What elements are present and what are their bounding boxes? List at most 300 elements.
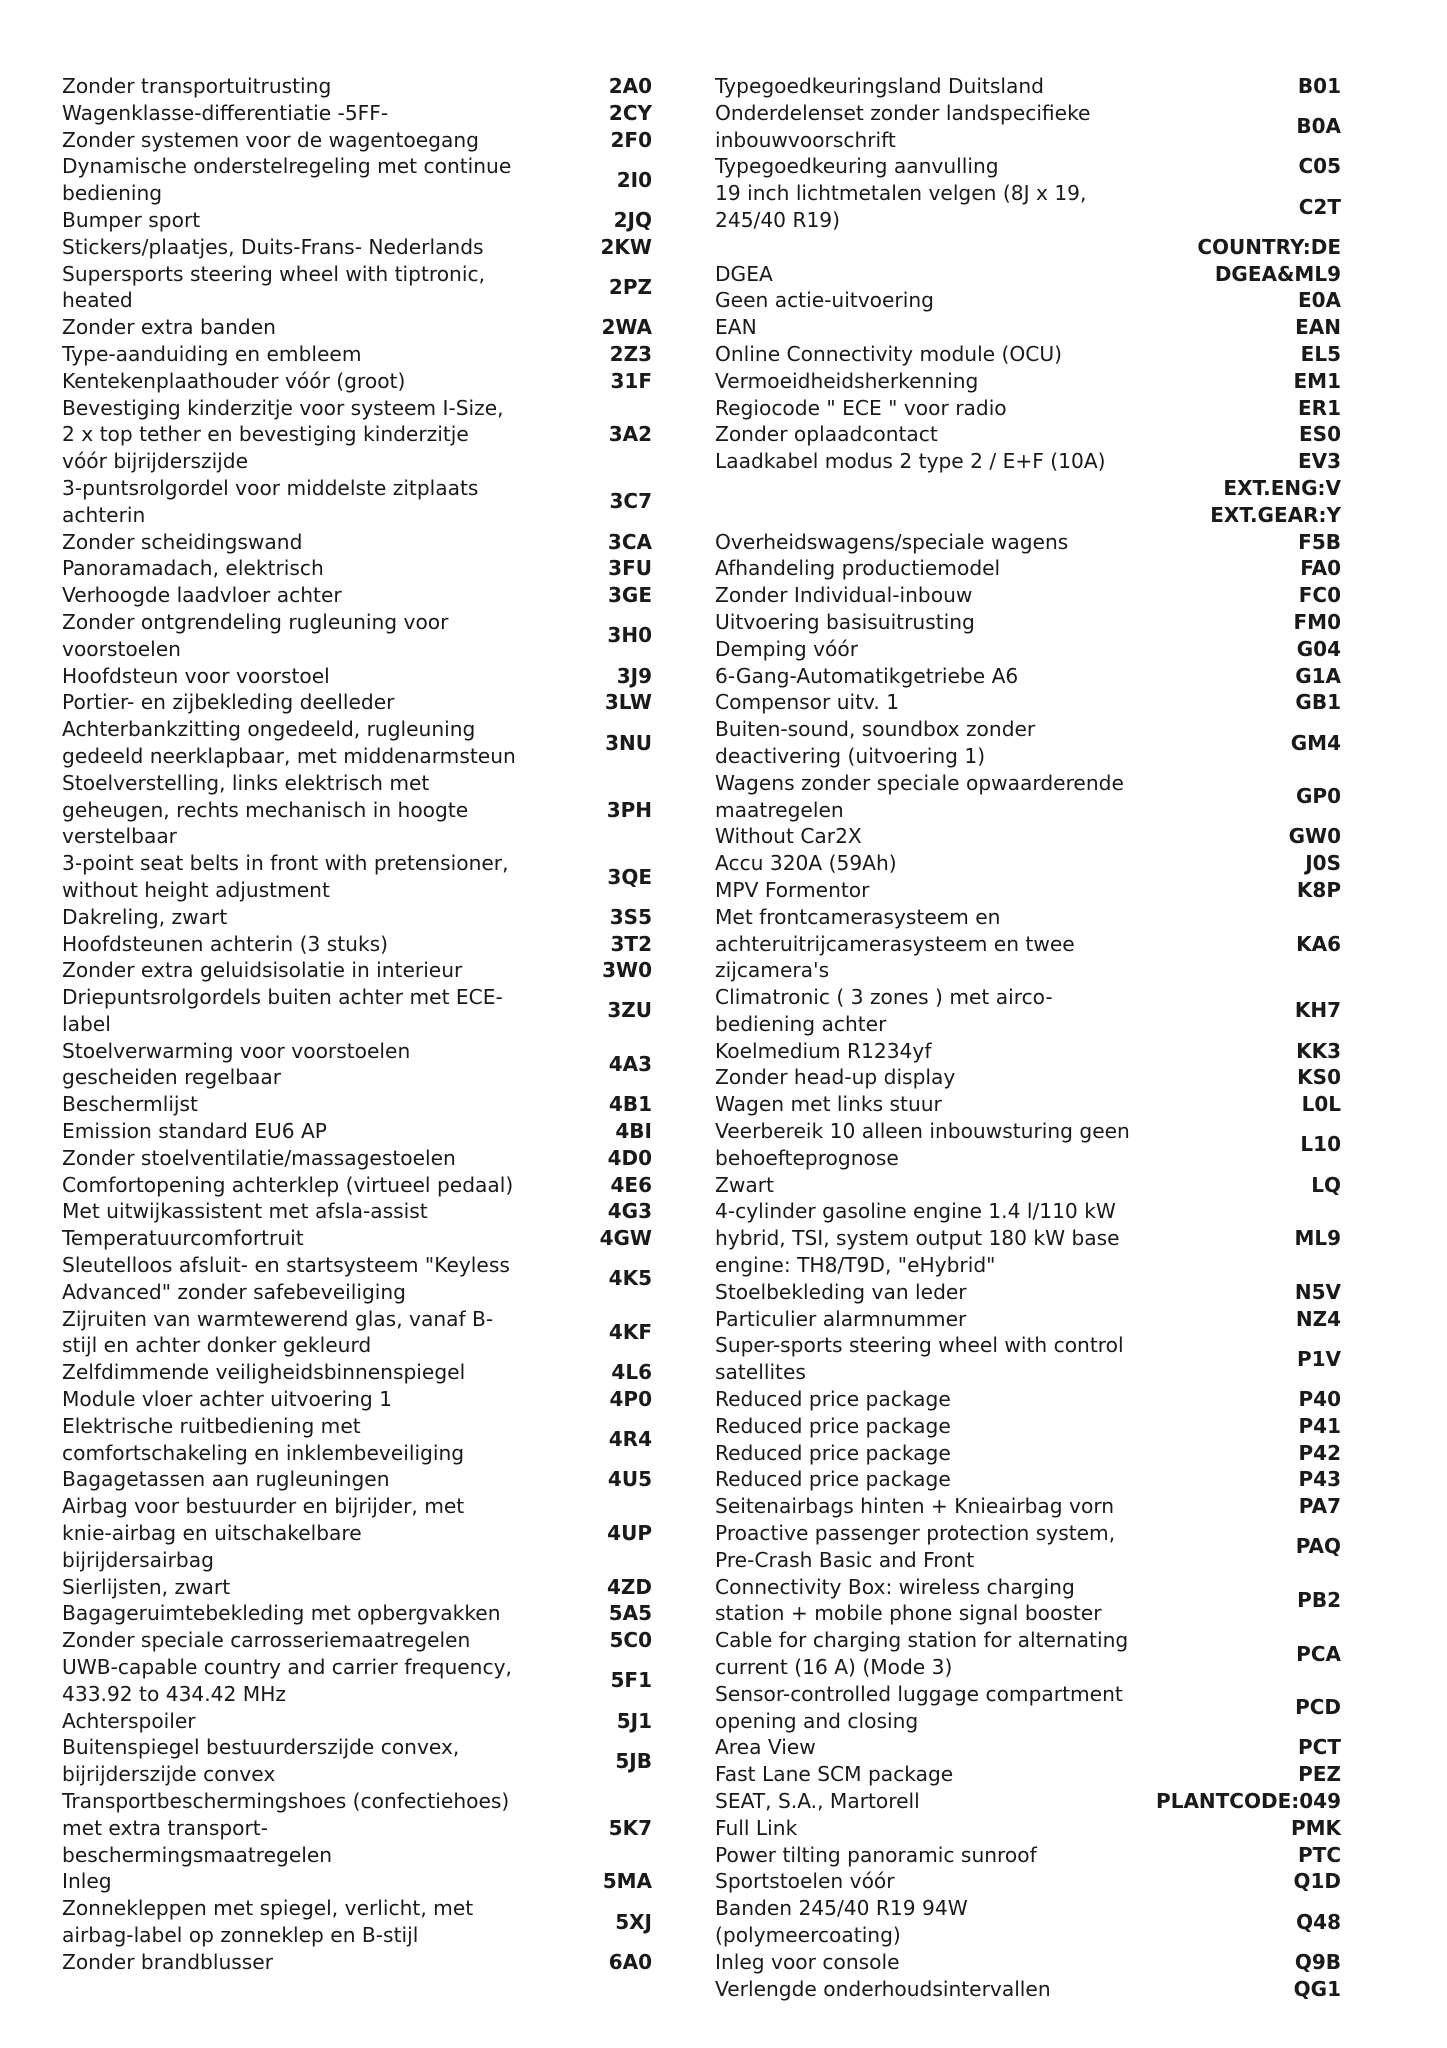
option-description: Koelmedium R1234yf [715, 1038, 932, 1063]
option-code: Q48 [1296, 1909, 1341, 1934]
option-code: 3LW [604, 690, 652, 715]
option-row [715, 180, 1341, 234]
option-code: 2A0 [608, 74, 652, 98]
option-code: G04 [1296, 636, 1341, 661]
option-code: 4BI [615, 1119, 652, 1144]
option-row [62, 1225, 690, 1252]
option-description: Stoelbekleding van leder [715, 1279, 967, 1304]
option-code: 5C0 [609, 1628, 652, 1653]
option-description: Elektrische ruitbediening met comfortschakeling en inklembeveiliging [62, 1413, 465, 1465]
option-row [715, 636, 1341, 663]
option-row [715, 1440, 1341, 1467]
option-row [715, 1413, 1341, 1440]
option-code: FM0 [1293, 609, 1341, 634]
option-row [62, 1466, 690, 1493]
option-code: GW0 [1288, 824, 1341, 849]
option-description: Bevestiging kinderzitje voor systeem I-Size, 2 x top tether en bevestiging kinderzitje vóór bijrijderszijde [62, 395, 504, 474]
option-code: P42 [1298, 1440, 1341, 1465]
option-row [62, 1493, 690, 1573]
option-row [62, 716, 690, 770]
option-code: 3C7 [609, 489, 652, 514]
option-row [62, 1627, 690, 1654]
option-code: 31F [610, 368, 652, 393]
option-code: P41 [1298, 1413, 1341, 1438]
option-row [62, 1413, 690, 1467]
option-code: 4K5 [608, 1266, 652, 1291]
option-description: Zonder oplaadcontact [715, 422, 938, 447]
option-description: Proactive passenger protection system, Pre-Crash Basic and Front [715, 1521, 1116, 1572]
option-row [62, 234, 690, 261]
option-description: Reduced price package [715, 1467, 951, 1492]
option-code: ML9 [1294, 1226, 1341, 1251]
option-description: Wagen met links stuur [715, 1092, 942, 1117]
option-description: Hoofdsteun voor voorstoel [62, 663, 330, 688]
option-description: Laadkabel modus 2 type 2 / E+F (10A) [715, 449, 1106, 474]
option-code: 4B1 [608, 1092, 652, 1117]
option-code: EXT.ENG:V [1223, 475, 1341, 500]
option-description: Emission standard EU6 AP [62, 1119, 327, 1144]
option-row [62, 1091, 690, 1118]
option-code: GM4 [1290, 730, 1341, 755]
option-row [62, 475, 690, 529]
option-row [715, 1064, 1341, 1091]
option-description: Sierlijsten, zwart [62, 1574, 231, 1599]
option-description: Sportstoelen vóór [715, 1869, 895, 1894]
option-row [715, 823, 1341, 850]
option-code: 3CA [607, 529, 652, 554]
option-description: Transportbeschermingshoes (confectiehoes) met extra transport- beschermingsmaatregelen [62, 1789, 510, 1867]
option-description: Bagagetassen aan rugleuningen [62, 1467, 390, 1492]
option-description: SEAT, S.A., Martorell [715, 1789, 920, 1813]
option-code: EAN [1295, 315, 1341, 340]
option-row [715, 287, 1341, 314]
option-row [715, 502, 1341, 529]
option-description: Beschermlijst [62, 1092, 198, 1117]
option-row [62, 1172, 690, 1199]
option-row [715, 1466, 1341, 1493]
option-row [715, 1788, 1341, 1815]
option-description: Verlengde onderhoudsintervallen [715, 1976, 1051, 2001]
option-row [62, 261, 690, 315]
option-row [715, 1627, 1341, 1681]
option-row [715, 100, 1341, 154]
option-code: Q9B [1294, 1949, 1341, 1974]
option-row [62, 529, 690, 556]
option-row [62, 314, 690, 341]
option-row [715, 555, 1341, 582]
option-code: PMK [1290, 1815, 1341, 1840]
option-description: Full Link [715, 1815, 798, 1840]
option-row [62, 1868, 690, 1895]
option-code: KK3 [1296, 1038, 1341, 1063]
option-description: Uitvoering basisuitrusting [715, 609, 975, 634]
option-description: Seitenairbags hinten + Knieairbag vorn [715, 1494, 1115, 1519]
option-row [62, 850, 690, 904]
option-code: DGEA&ML9 [1214, 261, 1341, 286]
option-code: N5V [1294, 1279, 1341, 1304]
option-code: GB1 [1295, 690, 1341, 715]
option-row [715, 609, 1341, 636]
option-row [62, 1118, 690, 1145]
option-row [715, 1306, 1341, 1333]
option-description: Bagageruimtebekleding met opbergvakken [62, 1601, 501, 1626]
option-code: 3NU [605, 730, 652, 755]
option-row [715, 770, 1341, 824]
option-description: Super-sports steering wheel with control satellites [715, 1333, 1124, 1385]
option-code: PLANTCODE:049 [1156, 1789, 1341, 1813]
option-row [62, 153, 690, 207]
option-code: PEZ [1298, 1762, 1341, 1787]
option-description: Portier- en zijbekleding deelleder [62, 690, 395, 715]
option-description: Connectivity Box: wireless charging station + mobile phone signal booster [715, 1574, 1102, 1626]
right-options-column [715, 73, 1341, 2002]
option-code: 3GE [608, 583, 652, 608]
option-code: C05 [1298, 154, 1341, 179]
option-code: 5JB [615, 1748, 652, 1773]
option-row [715, 904, 1341, 984]
option-description: Vermoeidheidsherkenning [715, 368, 979, 393]
option-row [715, 1118, 1341, 1172]
option-row [62, 1386, 690, 1413]
option-code: Q1D [1293, 1869, 1341, 1894]
option-description: Fast Lane SCM package [715, 1762, 954, 1787]
option-description: Sensor-controlled luggage compartment opening and closing [715, 1681, 1123, 1733]
option-description: Reduced price package [715, 1413, 951, 1438]
option-code: 2Z3 [609, 341, 652, 366]
option-code: 5MA [602, 1869, 652, 1894]
option-row [715, 475, 1341, 502]
option-code: 4E6 [610, 1172, 652, 1197]
option-code: 3H0 [607, 623, 652, 648]
option-description: Airbag voor bestuurder en bijrijder, met knie-airbag en uitschakelbare bijrijdersairbag [62, 1494, 465, 1572]
option-row [62, 931, 690, 958]
option-code: 5F1 [610, 1668, 652, 1693]
option-code: G1A [1295, 663, 1341, 688]
option-description: Zonder systemen voor de wagentoegang [62, 127, 479, 152]
option-description: Onderdelenset zonder landspecifieke inbouwvoorschrift [715, 100, 1091, 152]
option-row [62, 984, 690, 1038]
option-code: 2F0 [610, 127, 652, 152]
option-description: Geen actie-uitvoering [715, 288, 934, 313]
option-code: P43 [1298, 1467, 1341, 1492]
option-row [62, 1359, 690, 1386]
option-description: Verhoogde laadvloer achter [62, 583, 342, 608]
option-description: Hoofdsteunen achterin (3 stuks) [62, 931, 389, 956]
option-code: 4ZD [606, 1574, 652, 1599]
option-row [715, 368, 1341, 395]
option-code: COUNTRY:DE [1197, 234, 1341, 259]
option-description: Dakreling, zwart [62, 904, 228, 929]
option-code: 4U5 [607, 1467, 652, 1492]
left-options-column [62, 73, 690, 1976]
option-row [715, 1842, 1341, 1869]
option-code: 3W0 [602, 958, 652, 983]
option-code: L10 [1300, 1132, 1341, 1157]
option-code: P1V [1296, 1346, 1341, 1371]
option-description: Module vloer achter uitvoering 1 [62, 1387, 392, 1412]
option-description: Wagenklasse-differentiatie -5FF- [62, 100, 389, 125]
option-row [715, 1091, 1341, 1118]
option-code: 5J1 [616, 1708, 652, 1733]
option-row [62, 1306, 690, 1360]
option-description: Reduced price package [715, 1387, 951, 1412]
option-code: 4A3 [608, 1052, 652, 1077]
option-description: Zonder speciale carrosseriemaatregelen [62, 1628, 471, 1653]
option-description: 3-puntsrolgordel voor middelste zitplaats achterin [62, 475, 479, 527]
option-row [62, 582, 690, 609]
option-code: 2I0 [616, 167, 652, 192]
option-code: QG1 [1293, 1976, 1341, 2001]
option-row [62, 1949, 690, 1976]
option-row [715, 689, 1341, 716]
option-code: 2CY [608, 100, 652, 125]
option-description: Reduced price package [715, 1440, 951, 1465]
option-row [62, 1895, 690, 1949]
option-code: ER1 [1298, 395, 1341, 420]
option-code: PTC [1298, 1842, 1341, 1867]
option-row [62, 1574, 690, 1601]
option-code: B0A [1296, 114, 1341, 139]
option-row [62, 1708, 690, 1735]
option-description: Climatronic ( 3 zones ) met airco- bediening achter [715, 985, 1053, 1036]
option-row [62, 368, 690, 395]
option-description: 4-cylinder gasoline engine 1.4 l/110 kW hybrid, TSI, system output 180 kW base engine: TH8/T9D, "eHybrid" [715, 1199, 1120, 1278]
option-description: Regiocode " ECE " voor radio [715, 395, 1007, 420]
option-code: PCD [1295, 1695, 1341, 1720]
option-code: 4L6 [611, 1360, 652, 1385]
option-row [715, 1734, 1341, 1761]
option-row [62, 207, 690, 234]
option-description: Online Connectivity module (OCU) [715, 341, 1063, 366]
option-row [62, 689, 690, 716]
option-description: Veerbereik 10 alleen inbouwsturing geen behoefteprognose [715, 1119, 1130, 1170]
option-code: P40 [1298, 1387, 1341, 1412]
option-description: Zonder extra banden [62, 315, 276, 340]
option-description: Stoelverstelling, links elektrisch met geheugen, rechts mechanisch in hoogte verstelbaar [62, 770, 469, 849]
option-description: 3-point seat belts in front with pretensioner, without height adjustment [62, 851, 509, 902]
option-code: 2KW [600, 234, 652, 259]
option-code: 4R4 [608, 1427, 652, 1452]
option-row [715, 1868, 1341, 1895]
option-code: PA7 [1298, 1494, 1341, 1519]
option-code: PCT [1298, 1735, 1341, 1760]
option-code: 4KF [608, 1320, 652, 1345]
option-description: Inleg voor console [715, 1949, 900, 1974]
option-description: Zelfdimmende veiligheidsbinnenspiegel [62, 1360, 466, 1385]
option-code: 3T2 [610, 931, 652, 956]
option-description: Temperatuurcomfortruit [62, 1226, 304, 1251]
option-row [715, 341, 1341, 368]
option-description: UWB-capable country and carrier frequency, 433.92 to 434.42 MHz [62, 1655, 512, 1706]
option-description: Typegoedkeuring aanvulling [715, 154, 999, 179]
option-row [715, 1038, 1341, 1065]
option-description: EAN [715, 315, 757, 340]
option-row [715, 1198, 1341, 1278]
option-description: Power tilting panoramic sunroof [715, 1842, 1037, 1867]
option-row [62, 1654, 690, 1708]
option-description: Zonder transportuitrusting [62, 74, 332, 98]
option-code: 4G3 [607, 1199, 652, 1224]
option-code: 3QE [607, 864, 652, 889]
option-row [715, 1520, 1341, 1574]
option-description: Met uitwijkassistent met afsla-assist [62, 1199, 428, 1224]
option-row [715, 73, 1341, 100]
option-row [715, 529, 1341, 556]
option-row [62, 1038, 690, 1092]
option-row [715, 1172, 1341, 1199]
option-code: 3FU [608, 556, 652, 581]
option-description: Zonnekleppen met spiegel, verlicht, met airbag-label op zonneklep en B-stijl [62, 1896, 474, 1947]
option-code: EM1 [1293, 368, 1341, 393]
option-code: NZ4 [1295, 1306, 1341, 1331]
option-row [715, 984, 1341, 1038]
option-description: Supersports steering wheel with tiptronic, heated [62, 261, 485, 313]
option-row [715, 421, 1341, 448]
option-row [62, 1788, 690, 1868]
option-description: Without Car2X [715, 824, 862, 849]
option-row [715, 1493, 1341, 1520]
option-description: Compensor uitv. 1 [715, 690, 900, 715]
option-description: Zonder brandblusser [62, 1949, 273, 1974]
option-row [715, 1681, 1341, 1735]
option-description: Area View [715, 1735, 816, 1760]
option-row [715, 153, 1341, 180]
option-code: 4P0 [609, 1387, 652, 1412]
option-description: Met frontcamerasysteem en achteruitrijcamerasysteem en twee zijcamera's [715, 904, 1075, 983]
option-row [62, 73, 690, 100]
option-description: Achterbankzitting ongedeeld, rugleuning gedeeld neerklapbaar, met middenarmsteun [62, 717, 516, 768]
option-row [715, 877, 1341, 904]
option-description: Zonder head-up display [715, 1065, 956, 1090]
option-code: KH7 [1294, 998, 1341, 1023]
option-row [62, 770, 690, 850]
option-description: Dynamische onderstelregeling met continue bediening [62, 154, 512, 206]
option-row [62, 555, 690, 582]
option-description: Type-aanduiding en embleem [62, 341, 362, 366]
option-code: EV3 [1297, 449, 1341, 474]
option-code: KS0 [1297, 1065, 1341, 1090]
option-code: LQ [1311, 1172, 1341, 1197]
option-description: Zijruiten van warmtewerend glas, vanaf B- stijl en achter donker gekleurd [62, 1306, 494, 1358]
option-row [715, 850, 1341, 877]
option-row [62, 1198, 690, 1225]
option-row [62, 957, 690, 984]
option-row [62, 1734, 690, 1788]
option-row [715, 234, 1341, 261]
option-description: Afhandeling productiemodel [715, 556, 1001, 581]
option-code: 6A0 [608, 1949, 652, 1974]
option-code: K8P [1296, 877, 1341, 902]
option-row [715, 1761, 1341, 1788]
option-row [715, 1332, 1341, 1386]
option-row [62, 609, 690, 663]
option-row [715, 716, 1341, 770]
option-description: Overheidswagens/speciale wagens [715, 529, 1069, 554]
option-code: F5B [1298, 529, 1341, 554]
option-code: 4UP [607, 1521, 652, 1546]
option-row [62, 1145, 690, 1172]
option-description: Inleg [62, 1869, 112, 1894]
option-row [715, 1279, 1341, 1306]
option-description: Stoelverwarming voor voorstoelen gescheiden regelbaar [62, 1038, 411, 1090]
option-code: PB2 [1297, 1588, 1341, 1613]
option-code: PCA [1296, 1641, 1341, 1666]
option-description: Zonder Individual-inbouw [715, 583, 973, 608]
option-code: 2PZ [608, 274, 652, 299]
option-row [715, 663, 1341, 690]
option-code: 4D0 [607, 1145, 652, 1170]
option-code: PAQ [1295, 1534, 1341, 1559]
option-code: FA0 [1300, 556, 1341, 581]
option-description: Buiten-sound, soundbox zonder deactivering (uitvoering 1) [715, 717, 1036, 768]
option-description: Demping vóór [715, 636, 859, 661]
option-code: 5XJ [615, 1909, 652, 1934]
option-row [715, 395, 1341, 422]
option-row [62, 1600, 690, 1627]
option-description: 6-Gang-Automatikgetriebe A6 [715, 663, 1019, 688]
option-row [715, 314, 1341, 341]
option-code: EL5 [1300, 341, 1341, 366]
option-description: Wagens zonder speciale opwaarderende maatregelen [715, 770, 1124, 822]
option-description: Stickers/plaatjes, Duits-Frans- Nederlands [62, 234, 484, 259]
option-description: 19 inch lichtmetalen velgen (8J x 19, 245/40 R19) [715, 181, 1087, 232]
option-row [715, 1386, 1341, 1413]
option-code: 2JQ [613, 207, 652, 232]
option-row [62, 100, 690, 127]
option-row [715, 448, 1341, 475]
option-row [62, 1252, 690, 1306]
option-description: Comfortopening achterklep (virtueel pedaal) [62, 1172, 514, 1197]
option-description: Zonder stoelventilatie/massagestoelen [62, 1145, 456, 1170]
option-code: EXT.GEAR:Y [1210, 502, 1341, 527]
option-row [715, 1574, 1341, 1628]
option-code: FC0 [1298, 583, 1341, 608]
option-code: GP0 [1296, 784, 1341, 809]
option-row [62, 341, 690, 368]
option-row [62, 904, 690, 931]
option-description: Achterspoiler [62, 1708, 196, 1733]
option-code: 3J9 [616, 663, 652, 688]
option-description: DGEA [715, 261, 773, 286]
option-description: Kentekenplaathouder vóór (groot) [62, 368, 406, 393]
option-description: Zonder extra geluidsisolatie in interieur [62, 958, 463, 983]
option-description: Panoramadach, elektrisch [62, 556, 324, 581]
option-code: KA6 [1296, 931, 1341, 956]
option-code: L0L [1301, 1092, 1341, 1117]
option-code: 3S5 [609, 904, 652, 929]
option-row [715, 1815, 1341, 1842]
option-code: 4GW [599, 1226, 652, 1251]
option-description: Bumper sport [62, 207, 201, 232]
option-description: Typegoedkeuringsland Duitsland [715, 74, 1044, 98]
option-description: Zonder scheidingswand [62, 529, 303, 554]
option-row [715, 582, 1341, 609]
option-description: Zwart [715, 1172, 774, 1197]
option-code: J0S [1305, 851, 1341, 876]
option-row [715, 261, 1341, 288]
option-description: Sleutelloos afsluit- en startsysteem "Keyless Advanced" zonder safebeveiliging [62, 1253, 510, 1304]
option-code: ES0 [1299, 422, 1341, 447]
option-description: Banden 245/40 R19 94W (polymeercoating) [715, 1896, 968, 1947]
option-description: Zonder ontgrendeling rugleuning voor voorstoelen [62, 609, 449, 661]
option-description: Particulier alarmnummer [715, 1306, 967, 1331]
option-row [715, 1976, 1341, 2003]
option-row [715, 1949, 1341, 1976]
option-row [62, 395, 690, 475]
option-description: Accu 320A (59Ah) [715, 851, 897, 876]
option-code: 5A5 [608, 1601, 652, 1626]
option-code: C2T [1298, 194, 1341, 219]
